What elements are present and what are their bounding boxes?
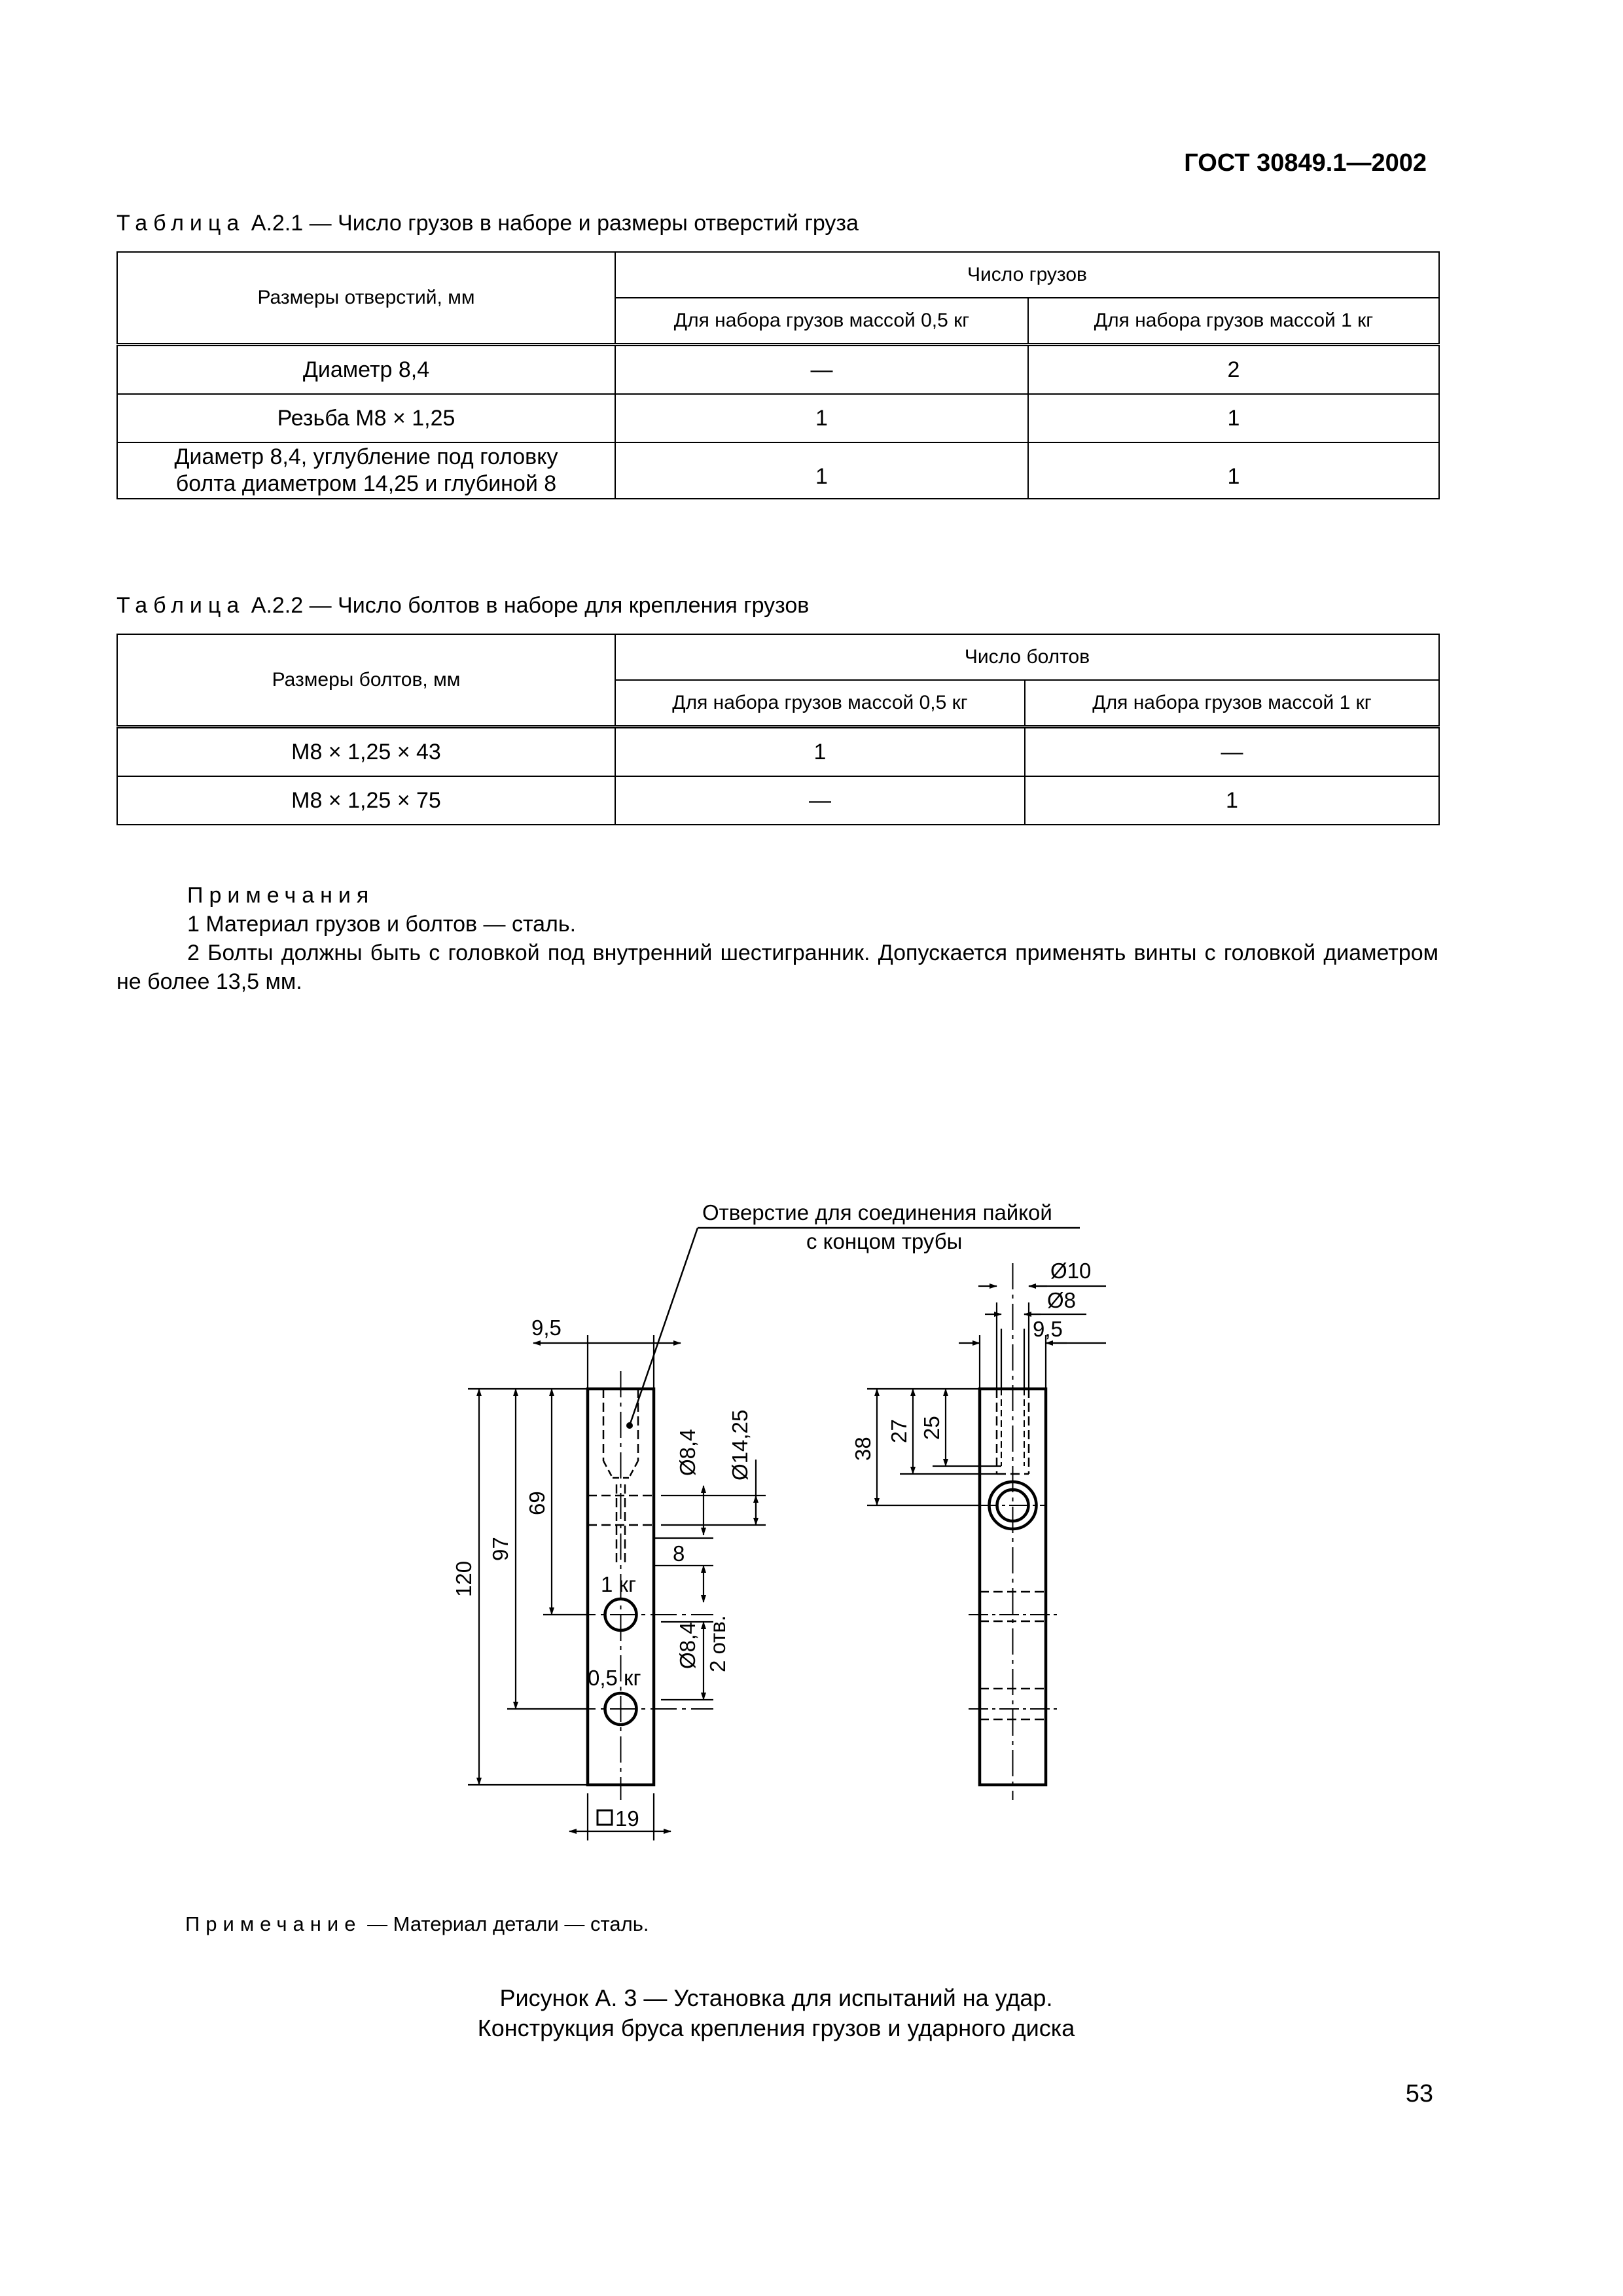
table1-row2-v1: 1 — [615, 394, 1028, 442]
standard-code: ГОСТ 30849.1—2002 — [1184, 149, 1427, 177]
figure-caption-line2: Конструкция бруса крепления грузов и ударного диска — [477, 2015, 1075, 2041]
table1-row3-v1: 1 — [615, 442, 1028, 499]
table1-subheader-1: Для набора грузов массой 1 кг — [1028, 298, 1439, 345]
note-item-2: 2 Болты должны быть с головкой под внутренний шестигранник. Допускается применять винты с головкой диаметром не более 13,5 мм. — [116, 941, 1438, 994]
right-dimension-labels — [851, 1259, 1091, 1461]
table1-row2-label: Резьба М8 × 1,25 — [117, 394, 615, 442]
table2-caption-text: А.2.2 — Число болтов в наборе для крепления грузов — [251, 593, 810, 618]
right-dimensions — [867, 1286, 1106, 1505]
dim-holes-dia: Ø8,4 — [675, 1622, 700, 1669]
table1-caption-label: Таблица — [116, 211, 245, 236]
left-dimension-labels — [452, 1316, 752, 1831]
dim-counterbore-dia: Ø14,25 — [728, 1409, 752, 1480]
label-1kg: 1 кг — [601, 1572, 636, 1596]
dim-width-9-5: 9,5 — [531, 1316, 562, 1340]
table1-row2-v2: 1 — [1028, 394, 1439, 442]
table1-row3-label-line2: болта диаметром 14,25 и глубиной 8 — [175, 471, 557, 496]
figure-caption-line1: Рисунок А. 3 — Установка для испытаний на удар. — [499, 1984, 1053, 2011]
label-05kg: 0,5 кг — [588, 1666, 641, 1690]
dim-hole-dia: Ø8,4 — [675, 1429, 700, 1476]
dim-69: 69 — [525, 1491, 549, 1515]
table1-row3-v2: 1 — [1028, 442, 1439, 499]
table1-row1-v2: 2 — [1028, 345, 1439, 395]
table2-row2-v2: 1 — [1025, 776, 1439, 825]
figure-caption — [0, 1983, 1552, 2043]
solder-hole-callout — [626, 1200, 1080, 1429]
table2-subheader-05: Для набора грузов массой 0,5 кг — [615, 680, 1025, 727]
dim-120: 120 — [452, 1560, 476, 1597]
dim-section-19: 19 — [615, 1806, 639, 1831]
dim-27: 27 — [887, 1419, 911, 1443]
dim-97: 97 — [488, 1537, 512, 1561]
table2-row2-v1: — — [615, 776, 1025, 825]
dim-38: 38 — [851, 1437, 875, 1461]
table1-row3-label-line1: Диаметр 8,4, углубление под головку — [174, 444, 558, 470]
note-item-1: 1 Материал грузов и болтов — сталь. — [187, 912, 577, 937]
dim-d10: Ø10 — [1050, 1259, 1092, 1283]
table2-col-header: Размеры болтов, мм — [117, 634, 615, 727]
dim-25: 25 — [919, 1416, 944, 1440]
table1-caption-text: А.2.1 — Число грузов в наборе и размеры отверстий груза — [251, 211, 859, 236]
table1-subheader-05: Для набора грузов массой 0,5 кг — [615, 298, 1028, 345]
table2-caption-label: Таблица — [116, 593, 245, 618]
dim-w95: 9,5 — [1033, 1317, 1063, 1341]
dim-holes-count: 2 отв. — [705, 1615, 730, 1672]
table1-group-header: Число грузов — [615, 252, 1439, 298]
figure-note-text: — Материал детали — сталь. — [367, 1912, 649, 1935]
table2-group-header: Число болтов — [615, 634, 1439, 680]
callout-line2: с концом трубы — [806, 1229, 963, 1253]
table2-row1-v2: — — [1025, 727, 1439, 777]
table1-row1-label: Диаметр 8,4 — [117, 345, 615, 395]
callout-line1: Отверстие для соединения пайкой — [702, 1200, 1052, 1225]
dim-depth-8: 8 — [673, 1541, 685, 1566]
table2-subheader-1: Для набора грузов массой 1 кг — [1025, 680, 1439, 727]
square-section-icon — [597, 1810, 612, 1825]
figure-note — [185, 1912, 649, 1936]
notes-title-text: Примечания — [187, 883, 375, 908]
table1-row1-v1: — — [615, 345, 1028, 395]
bar-right-view — [969, 1263, 1057, 1800]
table1-col-header: Размеры отверстий, мм — [117, 252, 615, 345]
page-number: 53 — [1405, 2080, 1433, 2108]
dim-d8: Ø8 — [1047, 1288, 1077, 1312]
figure-note-label: Примечание — [185, 1912, 362, 1935]
table2-row1-label: М8 × 1,25 × 43 — [117, 727, 615, 777]
table2-row2-label: М8 × 1,25 × 75 — [117, 776, 615, 825]
table2-row1-v1: 1 — [615, 727, 1025, 777]
